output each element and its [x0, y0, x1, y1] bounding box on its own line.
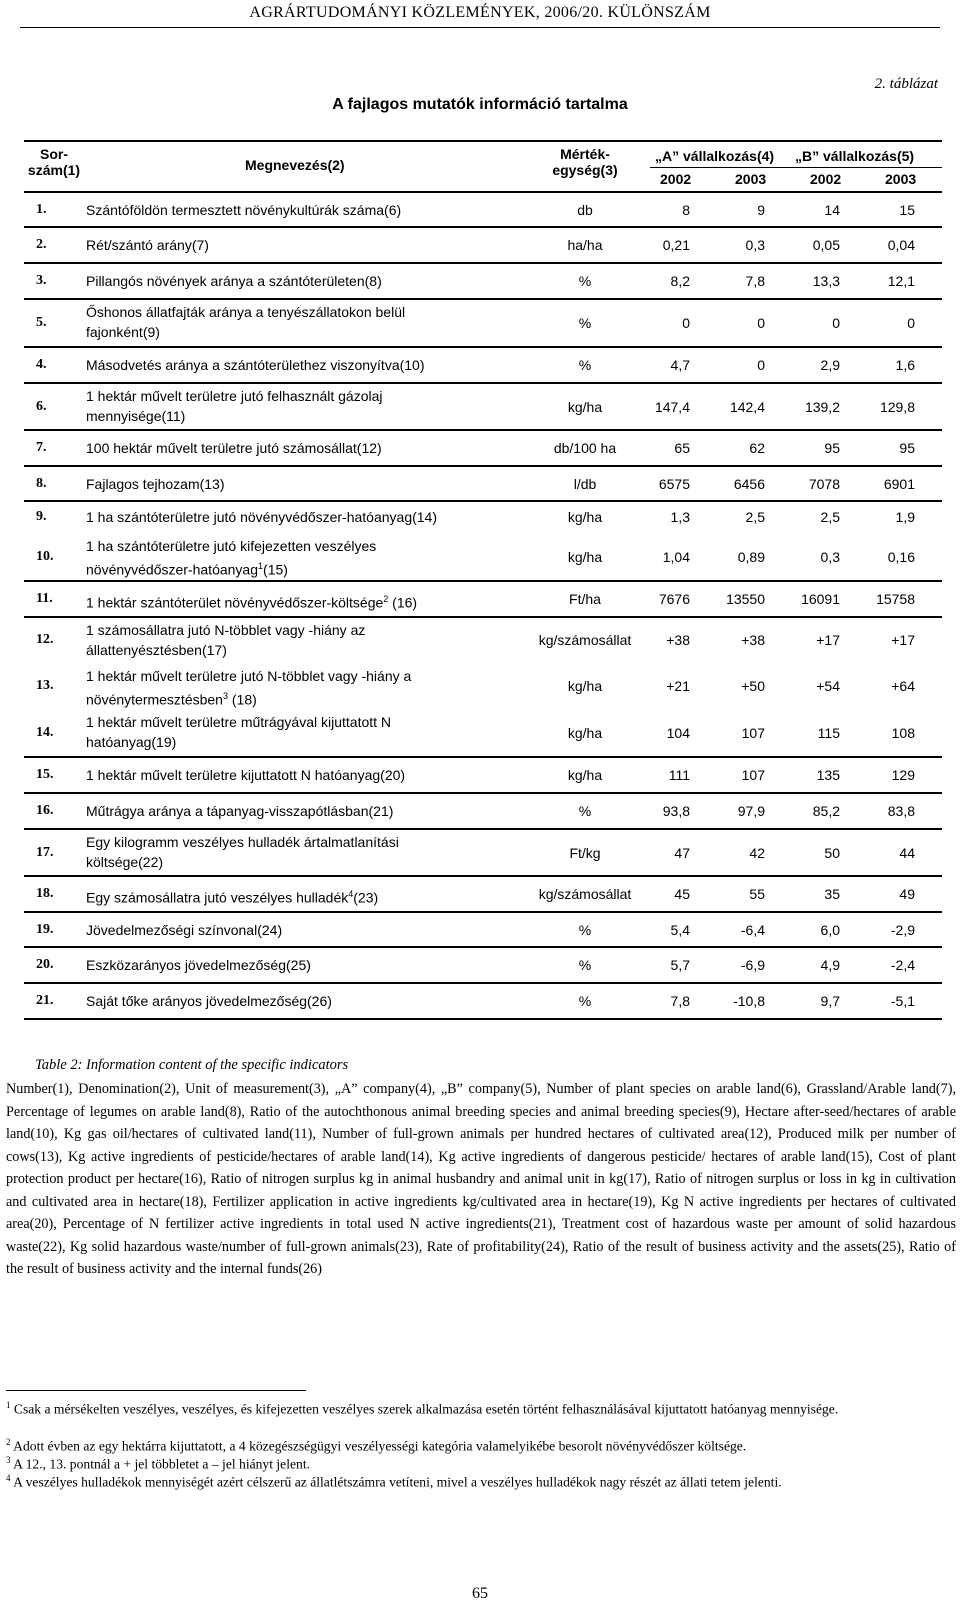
- row-value: 13550: [726, 591, 765, 607]
- row-value: 50: [824, 844, 840, 861]
- row-number: 16.: [36, 803, 54, 818]
- col-header-unit-line2: egység(3): [552, 162, 618, 178]
- row-value: 55: [749, 886, 765, 902]
- row-name: Rét/szántó arány(7): [86, 237, 209, 253]
- row-value: 0,89: [737, 549, 765, 565]
- row-value: 111: [668, 767, 690, 783]
- table-label: 2. táblázat: [874, 76, 938, 92]
- row-number: 19.: [36, 921, 54, 937]
- row-name: 1 hektár művelt területre jutó N-többlet vagy -hiány a növénytermesztésben$^3$ (18): [86, 668, 412, 708]
- row-value: 85,2: [812, 803, 840, 819]
- row-value: 1,04: [662, 549, 690, 565]
- row-value: 47: [674, 844, 690, 861]
- row-value: 0,04: [887, 237, 915, 253]
- row-unit: ha/ha: [567, 237, 603, 253]
- row-name: 1 ha szántóterületre jutó kifejezetten veszélyes növényvédőszer-hatóanyag$^1$(15): [86, 538, 377, 578]
- row-name: 100 hektár művelt területre jutó számosállat(12): [86, 440, 382, 456]
- row-value: 6901: [883, 475, 915, 492]
- row-value: 1,9: [895, 509, 915, 525]
- row-value: 142,4: [729, 398, 765, 415]
- row-unit: kg/ha: [567, 767, 603, 783]
- row-value: -2,9: [890, 921, 915, 938]
- row-unit: Ft/kg: [569, 844, 601, 861]
- row-value: 135: [816, 767, 840, 783]
- row-rule: [24, 465, 942, 467]
- row-value: 107: [741, 725, 765, 741]
- row-value: 8,2: [670, 273, 690, 289]
- col-header-name: Megnevezés(2): [245, 157, 345, 173]
- row-value: 0,3: [745, 237, 765, 253]
- row-value: +21: [666, 678, 690, 694]
- row-name: Jövedelmezőségi színvonal(24): [86, 921, 283, 938]
- row-unit: %: [578, 957, 592, 973]
- row-value: 93,8: [662, 803, 690, 819]
- table-title: A fajlagos mutatók információ tartalma: [332, 96, 628, 113]
- row-value: 0,16: [887, 549, 915, 565]
- table-header-rule: [24, 191, 942, 193]
- row-value: 0,21: [662, 237, 690, 253]
- row-value: +38: [666, 632, 690, 648]
- row-value: 1,3: [670, 509, 690, 525]
- row-value: 129: [891, 767, 915, 783]
- row-name: Szántóföldön termesztett növénykultúrák száma(6): [86, 201, 402, 218]
- row-value: 16091: [801, 591, 840, 607]
- row-value: 7676: [658, 591, 690, 607]
- footnote-2-text: Adott évben az egy hektárra kijuttatott, a 4 közegészségügyi veszélyességi kategória valamelyikébe besorolt növényvédőszer költsége.: [13, 1438, 747, 1454]
- row-number: 11.: [36, 591, 53, 606]
- row-value: 139,2: [804, 398, 840, 415]
- row-value: 7,8: [670, 993, 690, 1009]
- row-name: Fajlagos tejhozam(13): [86, 475, 225, 492]
- row-value: 62: [749, 440, 765, 456]
- row-unit: kg/ha: [567, 549, 603, 565]
- row-rule: [24, 875, 942, 877]
- row-unit: %: [578, 315, 592, 331]
- footnote-4-text: A veszélyes hulladékok mennyiségét azért célszerű az állatlétszámra vetíteni, mivel a veszélyes hulladékok nagy részét az állati tetem jelenti.: [13, 1474, 782, 1490]
- row-value: 2,9: [820, 357, 840, 373]
- footnote-2-mark: 2: [6, 1437, 11, 1447]
- table-caption-english: Table 2: Information content of the specific indicators: [35, 1057, 349, 1073]
- row-number: 6.: [36, 398, 47, 414]
- row-value: +64: [891, 678, 915, 694]
- row-rule: [24, 580, 942, 582]
- row-value: 8: [682, 201, 690, 218]
- row-unit: %: [578, 357, 592, 373]
- row-number: 21.: [36, 993, 54, 1008]
- row-value: 0: [757, 357, 765, 373]
- row-value: -5,1: [890, 993, 915, 1009]
- footnote-4-mark: 4: [6, 1473, 11, 1483]
- row-value: 13,3: [812, 273, 840, 289]
- row-rule: [24, 500, 942, 502]
- table-top-rule: [24, 140, 942, 142]
- col-header-company-a: „A” vállalkozás(4): [655, 148, 775, 164]
- row-value: +17: [891, 632, 915, 648]
- row-value: 7,8: [745, 273, 765, 289]
- row-value: 4,9: [820, 957, 840, 973]
- row-number: 1.: [36, 201, 47, 217]
- row-name: Saját tőke arányos jövedelmezőség(26): [86, 993, 332, 1009]
- row-value: 1,6: [895, 357, 915, 373]
- row-rule: [24, 1018, 942, 1020]
- row-value: 44: [899, 844, 915, 861]
- col-header-year-a1: 2002: [660, 171, 692, 187]
- row-rule: [24, 298, 942, 300]
- footnote-4: [6, 1469, 956, 1492]
- row-rule: [24, 262, 942, 264]
- row-value: 6,0: [820, 921, 840, 938]
- row-name: Őshonos állatfajták aránya a tenyészállatokon belül fajonként(9): [86, 304, 406, 340]
- row-value: +17: [816, 632, 840, 648]
- row-number: 18.: [36, 886, 54, 901]
- row-number: 12.: [36, 632, 54, 647]
- row-value: 15758: [876, 591, 915, 607]
- row-name: Pillangós növények aránya a szántóterületen(8): [86, 273, 382, 289]
- translation-paragraph: Number(1), Denomination(2), Unit of measurement(3), „A” company(4), „B” company(5), Number of plant species on arable land(6), Grassland/Arable land(7), Percentage of legumes on arable land(8), Ratio of the autochthonous animal breeding species and animal breeding species(9), Hectare after-seed/hectares of arable land(10), Kg gas oil/hectares of cultivated land(11), Number of full-grown animals per hundred hectares of cultivated area(12), Produced milk per number of cows(13), Kg active ingredients of pesticide/hectares of arable land(14), Kg active ingredients of dangerous pesticide/ hectares of arable land(15), Cost of plant protection product per hectare(16), Ratio of nitrogen surplus kg in animal husbandry and animal unit in kg(17), Ratio of nitrogen surplus or loss in kg in cultivation and cultivated area in hectare(18), Fertilizer application in active ingredients kg/cultivated area in hectare(19), Kg N active ingredients per hectares of cultivated area(20), Percentage of N fertilizer active ingredients in total used N active ingredients(21), Treatment cost of hazardous waste per amount of solid hazardous waste(22), Kg solid hazardous waste/number of full-grown animals(23), Rate of profitability(24), Ratio of the result of business activity and the assets(25), Ratio of the result of business activity and the internal funds(26): [6, 1081, 956, 1277]
- row-number: 13.: [36, 678, 54, 693]
- row-unit: kg/ha: [567, 725, 603, 741]
- row-rule: [24, 756, 942, 758]
- row-name: Egy kilogramm veszélyes hulladék ártalmatlanítási költsége(22): [86, 834, 399, 870]
- header-rule: [20, 27, 940, 28]
- col-header-company-b: „B” vállalkozás(5): [795, 148, 915, 164]
- row-rule: [24, 911, 942, 913]
- row-value: 108: [891, 725, 915, 741]
- row-rule: [24, 946, 942, 948]
- journal-header: AGRÁRTUDOMÁNYI KÖZLEMÉNYEK, 2006/20. KÜLÖNSZÁM: [249, 4, 711, 21]
- row-rule: [24, 792, 942, 794]
- row-number: 7.: [36, 440, 47, 455]
- row-value: +38: [741, 632, 765, 648]
- row-value: 83,8: [887, 803, 915, 819]
- row-number: 20.: [36, 957, 54, 972]
- row-unit: db/100 ha: [553, 440, 617, 456]
- row-name: Műtrágya aránya a tápanyag-visszapótlásban(21): [86, 803, 394, 819]
- row-value: -10,8: [733, 993, 765, 1009]
- row-unit: kg/ha: [567, 398, 603, 415]
- row-value: 45: [674, 886, 690, 902]
- row-unit: %: [578, 803, 592, 819]
- row-value: 115: [817, 725, 840, 741]
- footnote-3-text: A 12., 13. pontnál a + jel többletet a – jel hiányt jelent.: [13, 1456, 311, 1472]
- row-unit: kg/ha: [567, 509, 603, 525]
- col-header-no: [24, 146, 84, 178]
- row-value: 2,5: [745, 509, 765, 525]
- row-value: 5,4: [670, 921, 690, 938]
- row-unit: %: [578, 273, 592, 289]
- row-name: 1 számosállatra jutó N-többlet vagy -hiány az állattenyésztésben(17): [86, 622, 366, 658]
- col-header-unit-line1: Mérték-: [560, 146, 610, 162]
- footnote-rule: [6, 1390, 306, 1391]
- row-value: 12,1: [887, 273, 915, 289]
- row-value: 129,8: [879, 398, 915, 415]
- row-value: -6,9: [740, 957, 765, 973]
- row-value: 42: [749, 844, 765, 861]
- row-number: 14.: [36, 725, 54, 740]
- row-name: 1 ha szántóterületre jutó növényvédőszer-hatóanyag(14): [86, 509, 437, 525]
- row-number: 17.: [36, 844, 54, 860]
- row-value: 0: [832, 315, 840, 331]
- row-value: 14: [824, 201, 840, 218]
- row-unit: kg/számosállat: [538, 886, 632, 902]
- col-header-year-b1: 2002: [810, 171, 842, 187]
- row-value: 0: [907, 315, 915, 331]
- row-value: 97,9: [737, 803, 765, 819]
- row-number: 9.: [36, 509, 47, 524]
- row-value: 147,4: [654, 398, 690, 415]
- footnote-1-mark: 1: [6, 1400, 11, 1410]
- row-name: 1 hektár szántóterület növényvédőszer-költsége$^2$ (16): [86, 594, 418, 611]
- row-number: 8.: [36, 475, 47, 491]
- row-value: +54: [816, 678, 840, 694]
- row-number: 4.: [36, 357, 47, 372]
- col-header-unit: [540, 146, 630, 178]
- row-unit: l/db: [573, 475, 597, 492]
- row-unit: kg/számosállat: [538, 632, 632, 648]
- row-value: 0,3: [820, 549, 840, 565]
- row-name: 1 hektár művelt területre jutó felhasznált gázolaj mennyisége(11): [86, 388, 383, 424]
- row-value: 4,7: [670, 357, 690, 373]
- row-unit: %: [578, 921, 592, 938]
- row-rule: [24, 226, 942, 228]
- row-rule: [24, 982, 942, 984]
- col-header-year-b2: 2003: [885, 171, 917, 187]
- row-number: 3.: [36, 273, 47, 288]
- row-value: 0: [757, 315, 765, 331]
- col-header-no-line2: szám(1): [27, 162, 81, 178]
- row-value: 9,7: [820, 993, 840, 1009]
- row-unit: kg/ha: [567, 678, 603, 694]
- row-value: +50: [741, 678, 765, 694]
- row-value: -2,4: [890, 957, 915, 973]
- row-value: 6456: [733, 475, 765, 492]
- row-value: 15: [899, 201, 915, 218]
- row-rule: [24, 382, 942, 384]
- row-rule: [24, 616, 942, 618]
- row-name: Másodvetés aránya a szántóterülethez viszonyítva(10): [86, 357, 425, 373]
- row-number: 10.: [36, 549, 54, 564]
- row-value: 0,05: [812, 237, 840, 253]
- row-rule: [24, 429, 942, 431]
- row-value: 95: [899, 440, 915, 456]
- row-rule: [24, 346, 942, 348]
- row-value: 2,5: [820, 509, 840, 525]
- row-number: 15.: [36, 767, 54, 782]
- page-number: 65: [472, 1585, 488, 1602]
- row-value: 65: [674, 440, 690, 456]
- footnote-1: [6, 1396, 956, 1419]
- row-value: 95: [824, 440, 840, 456]
- footnote-1-text: Csak a mérsékelten veszélyes, veszélyes, és kifejezetten veszélyes szerek alkalmazása esetén történt felhasználásával kijuttatott hatóanyag mennyisége.: [13, 1401, 839, 1417]
- row-number: 5.: [36, 315, 47, 330]
- row-unit: db: [577, 201, 593, 218]
- row-number: 2.: [36, 237, 47, 252]
- col-header-no-line1: Sor-: [40, 146, 68, 162]
- row-unit: Ft/ha: [569, 591, 601, 607]
- footnote-3-mark: 3: [6, 1455, 11, 1465]
- row-name: Egy számosállatra jutó veszélyes hulladék$^4$(23): [86, 889, 379, 906]
- row-value: 107: [741, 767, 765, 783]
- row-value: 0: [682, 315, 690, 331]
- row-value: 7078: [808, 475, 840, 492]
- row-unit: %: [578, 993, 592, 1009]
- row-rule: [24, 828, 942, 830]
- row-value: 6575: [658, 475, 690, 492]
- row-value: -6,4: [740, 921, 765, 938]
- row-value: 9: [757, 201, 765, 218]
- row-name: 1 hektár művelt területre kijuttatott N hatóanyag(20): [86, 767, 406, 783]
- row-value: 35: [824, 886, 840, 902]
- row-value: 104: [666, 725, 690, 741]
- row-name: Eszközarányos jövedelmezőség(25): [86, 957, 311, 973]
- col-header-year-a2: 2003: [735, 171, 767, 187]
- row-name: 1 hektár művelt területre műtrágyával kijuttatott N hatóanyag(19): [86, 714, 392, 750]
- company-header-rule: [650, 167, 942, 168]
- row-value: 49: [899, 886, 915, 902]
- row-value: 5,7: [670, 957, 690, 973]
